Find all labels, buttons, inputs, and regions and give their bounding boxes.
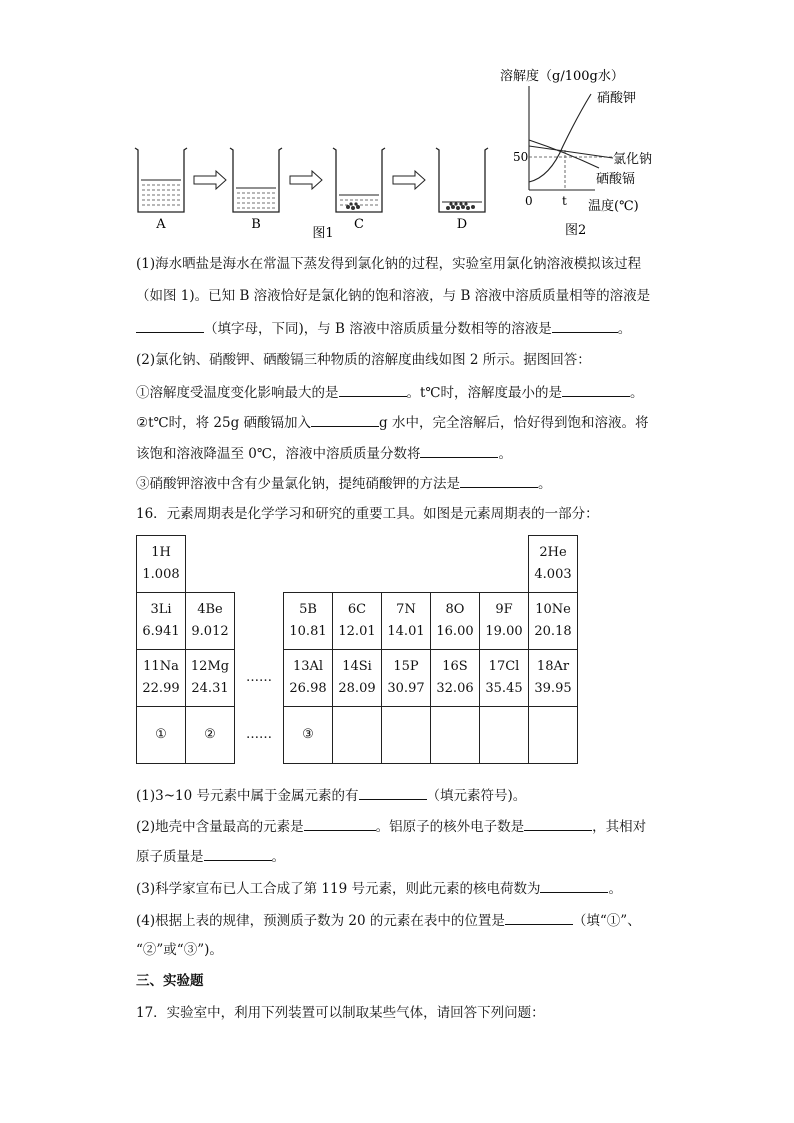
arrow-icon <box>290 171 322 189</box>
pt-cell-cl: 17Cl 35.45 <box>480 650 529 707</box>
figure-1 <box>130 140 500 245</box>
x-tick-t: t <box>562 194 567 208</box>
q15-p2-l3a: ②t℃时，将 25g 硒酸镉加入 <box>136 415 312 431</box>
q15-p2-line2 <box>136 383 644 402</box>
q15-p2-l3b: g 水中，完全溶解后，恰好得到饱和溶液。将 <box>379 415 649 431</box>
q16-a3a: (3)科学家宣布已人工合成了第 119 号元素，则此元素的核电荷数为 <box>136 881 541 897</box>
figure-2 <box>495 62 670 242</box>
answer-blank[interactable] <box>552 319 618 333</box>
pt-cell-h: 1H 1.008 <box>137 536 186 593</box>
answer-blank[interactable] <box>304 817 376 831</box>
answer-blank[interactable] <box>204 847 272 861</box>
pt-cell-na: 11Na 22.99 <box>137 650 186 707</box>
arrow-icon <box>393 171 425 189</box>
q15-p1-line3b: 。 <box>617 321 632 337</box>
pt-cell-b: 5B 10.81 <box>284 593 333 650</box>
q15-p2-line4 <box>136 444 512 463</box>
x-axis-label: 温度(℃) <box>588 199 639 214</box>
pt-cell-li: 3Li 6.941 <box>137 593 186 650</box>
answer-blank[interactable] <box>136 319 204 333</box>
beaker-a <box>135 148 187 212</box>
y-axis-label: 溶解度（g/100g水） <box>500 69 624 84</box>
q15-p2-l4b: 。 <box>498 446 512 462</box>
q16-a2a: (2)地壳中含量最高的元素是 <box>136 819 304 835</box>
answer-blank[interactable] <box>524 817 592 831</box>
q16-a4-line1 <box>136 911 641 930</box>
pt-cell-mark-3: ③ <box>284 707 333 764</box>
pt-cell-f: 9F 19.00 <box>480 593 529 650</box>
answer-blank[interactable] <box>420 444 498 458</box>
answer-blank[interactable] <box>359 786 427 800</box>
q15-p2-line5 <box>136 474 552 493</box>
beaker-label-b: B <box>251 217 261 232</box>
pt-cell-he: 2He 4.003 <box>529 536 578 593</box>
pt-cell-p: 15P 30.97 <box>382 650 431 707</box>
pt-cell-s: 16S 32.06 <box>431 650 480 707</box>
curve-label-kno3: 硝酸钾 <box>597 91 637 106</box>
answer-blank[interactable] <box>339 383 407 397</box>
pt-cell-mark-2: ② <box>186 707 235 764</box>
section-heading: 三、实验题 <box>136 973 204 989</box>
pt-ellipsis: …… <box>235 707 284 764</box>
q16-a4a: (4)根据上表的规律，预测质子数为 20 的元素在表中的位置是 <box>136 913 505 929</box>
arrow-icon <box>194 171 226 189</box>
q15-p1-line1: (1)海水晒盐是海水在常温下蒸发得到氯化钠的过程，实验室用氯化钠溶液模拟该过程 <box>136 256 642 272</box>
pt-cell-ne: 10Ne 20.18 <box>529 593 578 650</box>
pt-cell-mark-1: ① <box>137 707 186 764</box>
beaker-label-a: A <box>156 217 166 232</box>
y-tick-50: 50 <box>513 150 529 164</box>
pt-cell-o: 8O 16.00 <box>431 593 480 650</box>
q16-a3b: 。 <box>608 881 622 897</box>
q15-p1-line3a: （填字母，下同)，与 B 溶液中溶质质量分数相等的溶液是 <box>204 321 552 337</box>
pt-ellipsis: …… <box>235 650 284 707</box>
q15-p2-line3 <box>136 413 648 432</box>
q16-a4b: （填“①”、 <box>572 913 641 929</box>
q16-a2-line1 <box>136 817 646 836</box>
q16-a2b: 。铝原子的核外电子数是 <box>375 819 525 835</box>
q15-p1-line2: （如图 1)。已知 B 溶液恰好是氯化钠的饱和溶液，与 B 溶液中溶质质量相等的溶液是 <box>136 288 651 304</box>
answer-blank[interactable] <box>460 474 538 488</box>
q15-p2-l5a: ③硝酸钾溶液中含有少量氯化钠，提纯硝酸钾的方法是 <box>136 476 460 492</box>
figure-2-caption: 图2 <box>565 223 587 238</box>
q16-a1b: （填元素符号)。 <box>426 788 527 804</box>
pt-cell-be: 4Be 9.012 <box>186 593 235 650</box>
beaker-c <box>333 148 385 212</box>
q16-a2c: ，其相对 <box>592 819 647 835</box>
curve-kno3 <box>529 94 591 182</box>
answer-blank[interactable] <box>540 879 608 893</box>
q16-a4-line2: “②”或“③”)。 <box>136 942 223 958</box>
beaker-label-c: C <box>354 217 364 232</box>
q17-intro: 17．实验室中，利用下列装置可以制取某些气体，请回答下列问题： <box>136 1005 545 1021</box>
q16-a2-line2 <box>136 847 285 866</box>
q16-intro: 16．元素周期表是化学学习和研究的重要工具。如图是元素周期表的一部分： <box>136 506 599 522</box>
curve-label-cdseo4: 硒酸镉 <box>596 172 636 187</box>
pt-cell-mg: 12Mg 24.31 <box>186 650 235 707</box>
curve-label-nacl: 氯化钠 <box>613 152 653 167</box>
answer-blank[interactable] <box>311 413 379 427</box>
q16-a1a: (1)3~10 号元素中属于金属元素的有 <box>136 788 359 804</box>
answer-blank[interactable] <box>505 911 573 925</box>
pt-cell-n: 7N 14.01 <box>382 593 431 650</box>
pt-cell-c: 6C 12.01 <box>333 593 382 650</box>
q15-p2-l5b: 。 <box>538 476 552 492</box>
q15-p2-l2a: ①溶解度受温度变化影响最大的是 <box>136 385 339 401</box>
periodic-table <box>136 535 578 764</box>
q16-a1 <box>136 786 526 805</box>
q15-p2-line1: (2)氯化钠、硝酸钾、硒酸镉三种物质的溶解度曲线如图 2 所示。据图回答： <box>136 352 591 368</box>
beaker-d <box>436 148 488 212</box>
beaker-label-d: D <box>456 217 468 232</box>
pt-cell-si: 14Si 28.09 <box>333 650 382 707</box>
figure-1-caption: 图1 <box>312 226 334 241</box>
answer-blank[interactable] <box>562 383 630 397</box>
beaker-b <box>230 148 282 212</box>
q16-a3 <box>136 879 622 898</box>
x-origin-label: 0 <box>525 194 533 208</box>
pt-cell-ar: 18Ar 39.95 <box>529 650 578 707</box>
q16-a2d: 原子质量是 <box>136 849 204 865</box>
pt-cell-al: 13Al 26.98 <box>284 650 333 707</box>
q15-p2-l4a: 该饱和溶液降温至 0℃，溶液中溶质质量分数将 <box>136 446 421 462</box>
q15-p1-line3 <box>136 319 631 338</box>
q15-p2-l2b: 。t℃时，溶解度最小的是 <box>406 385 563 401</box>
q15-p2-l2c: 。 <box>630 385 644 401</box>
q16-a2e: 。 <box>271 849 285 865</box>
